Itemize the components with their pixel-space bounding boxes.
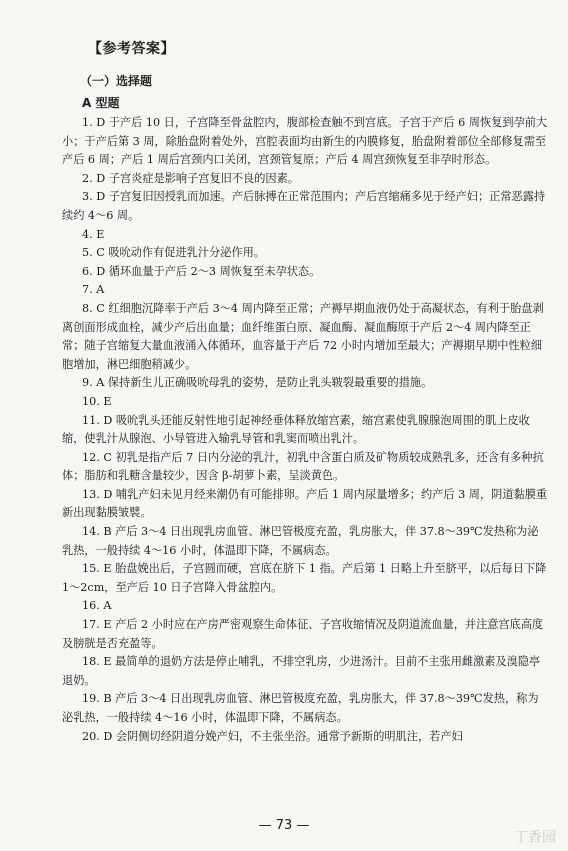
watermark: 丁香园	[514, 830, 556, 846]
answer-item: 19. B 产后 3～4 日出现乳房血管、淋巴管极度充盈，乳房胀大，伴 37.8～39℃发热，称为泌乳热，一般持续 4～16 小时，体温即下降，不属病态。	[62, 692, 539, 724]
answer-item: 13. D 哺乳产妇未见月经来潮仍有可能排卵。产后 1 周内尿量增多；约产后 3 周，阴道黏膜重新出现黏膜皱襞。	[62, 487, 548, 520]
answer-item: 12. C 初乳是指产后 7 日内分泌的乳汁，初乳中含蛋白质及矿物质较成熟乳多，还含有多种抗体；脂肪和乳糖含量较少，因含 β-胡萝卜素，呈淡黄色。	[62, 450, 544, 483]
answer-item: 9. A 保持新生儿正确吸吮母乳的姿势，是防止乳头皲裂最重要的措施。	[82, 376, 433, 390]
answer-item: 18. E 最简单的退奶方法是停止哺乳，不排空乳房，少进汤汁。目前不主张用雌激素及溴隐亭退奶。	[62, 655, 541, 687]
answer-item: 4. E	[82, 227, 105, 241]
answer-list	[62, 114, 548, 746]
section-heading: 【参考答案】	[88, 41, 175, 57]
answer-item: 3. D 子宫复旧因授乳而加速。产后脉搏在正常范围内；产后宫缩痛多见于经产妇；正常恶露持续约 4～6 周。	[62, 190, 546, 222]
answer-item: 17. E 产后 2 小时应在产房严密观察生命体征、子宫收缩情况及阴道流血量，并注意宫底高度及膀胱是否充盈等。	[62, 618, 544, 650]
subsection-heading: （一）选择题	[80, 74, 153, 88]
answer-item: 6. D 循环血量于产后 2～3 周恢复至未孕状态。	[82, 264, 321, 278]
answer-item: 10. E	[82, 394, 112, 408]
page-number: — 73 —	[258, 818, 310, 833]
answer-item: 7. A	[82, 283, 105, 297]
answer-item: 15. E 胎盘娩出后，子宫圆而硬，宫底在脐下 1 指。产后第 1 日略上升至脐平，以后每日下降 1～2cm，至产后 10 日子宫降入骨盆腔内。	[62, 562, 547, 594]
answer-item: 1. D 于产后 10 日，子宫降至骨盆腔内，腹部检查触不到宫底。子宫于产后 6 周恢复到孕前大小；于产后第 3 周，除胎盘附着处外，宫腔表面均由新生的内膜修复，胎盘附着部位全部修复需至产后 6 周；产后 1 周后宫颈内口关闭，宫颈管复原；产后 4 周宫颈恢复至非孕时形态。	[62, 116, 548, 167]
answer-item: 2. D 子宫炎症是影响子宫复旧不良的因素。	[82, 171, 299, 185]
answer-item: 5. C 吸吮动作有促进乳汁分泌作用。	[82, 246, 265, 260]
answer-item: 8. C 红细胞沉降率于产后 3～4 周内降至正常；产褥早期血液仍处于高凝状态，有利于胎盘剥离创面形成血栓，减少产后出血量；血纤维蛋白原、凝血酶、凝血酶原于产后 2～4 周内降至正常；随子宫缩复大量血液涌入体循环，血容量于产后 72 小时内增加至最大；产褥期早期中性粒细胞增加，淋巴细胞稍减少。	[62, 301, 544, 371]
answer-item: 20. D 会阴侧切经阴道分娩产妇，不主张坐浴。通常予新斯的明肌注，若产妇	[82, 729, 463, 743]
question-type-label: A 型题	[82, 96, 120, 110]
answer-item: 14. B 产后 3～4 日出现乳房血管、淋巴管极度充盈，乳房胀大，伴 37.8～39℃发热称为泌乳热，一般持续 4～16 小时，体温即下降，不属病态。	[62, 525, 539, 557]
answer-item: 11. D 吸吮乳头还能反射性地引起神经垂体释放缩宫素，缩宫素使乳腺腺泡周围的肌上皮收缩，使乳汁从腺泡、小导管进入输乳导管和乳窦而喷出乳汁。	[62, 413, 530, 446]
answer-item: 16. A	[82, 599, 112, 613]
